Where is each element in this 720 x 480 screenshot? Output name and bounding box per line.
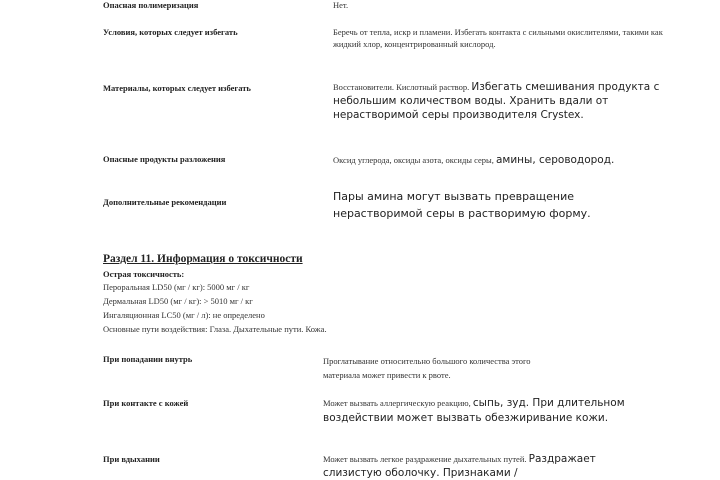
row-label-ingestion: При попадании внутрь — [103, 354, 193, 364]
toxicity-line-routes: Основные пути воздействия: Глаза. Дыхательные пути. Кожа. — [103, 324, 327, 334]
inhalation-text-b: Раздражает слизистую оболочку. Признаками / — [323, 453, 596, 479]
materials-text-b: Избегать смешивания продукта с небольшим количеством воды. Хранить вдали от нерастворимой серы производителя Crystex. — [333, 81, 660, 121]
inhalation-text-a: Может вызвать легкое раздражение дыхательных путей. — [323, 454, 527, 464]
row-value-hazardous-polymerization: Нет. — [333, 0, 349, 10]
row-label-conditions-to-avoid: Условия, которых следует избегать — [103, 27, 238, 37]
skin-text-a: Может вызвать аллергическую реакцию, — [323, 398, 471, 408]
acute-toxicity-title: Острая токсичность: — [103, 269, 185, 279]
row-label-skin-contact: При контакте с кожей — [103, 398, 189, 408]
row-label-materials-to-avoid: Материалы, которых следует избегать — [103, 83, 251, 93]
row-value-additional-recommendations: Пары амина могут вызвать превращение нерастворимой серы в растворимую форму. — [333, 190, 591, 220]
skin-text-b: сыпь, зуд. При длительном воздействии может вызвать обезжиривание кожи. — [323, 397, 625, 424]
toxicity-line-dermal: Дермальная LD50 (мг / кг): > 5010 мг / кг — [103, 296, 253, 306]
toxicity-line-oral: Пероральная LD50 (мг / кг): 5000 мг / кг — [103, 282, 250, 292]
decomposition-text-a: Оксид углерода, оксиды азота, оксиды серы, — [333, 155, 494, 165]
row-label-decomposition-products: Опасные продукты разложения — [103, 154, 226, 164]
row-value-decomposition-products — [333, 153, 663, 167]
section-title: Раздел 11. Информация о токсичности — [103, 253, 303, 265]
row-value-materials-to-avoid — [333, 80, 663, 122]
row-value-conditions-to-avoid: Беречь от тепла, искр и пламени. Избегать контакта с сильными окислителями, такими как жидкий хлор, концентрированный кислород. — [333, 27, 663, 49]
toxicity-line-inhalation: Ингаляционная LC50 (мг / л): не определено — [103, 310, 265, 320]
decomposition-text-b: амины, сероводород. — [495, 154, 615, 166]
materials-text-a: Восстановители. Кислотный раствор. — [333, 82, 470, 92]
row-label-hazardous-polymerization: Опасная полимеризация — [103, 0, 199, 10]
row-label-additional-recommendations: Дополнительные рекомендации — [103, 197, 227, 207]
row-value-inhalation — [323, 452, 653, 480]
row-value-ingestion: Проглатывание относительно большого количества этого материала может привести к рвоте. — [323, 356, 531, 380]
row-value-skin-contact — [323, 396, 643, 426]
row-label-inhalation: При вдыхании — [103, 454, 160, 464]
